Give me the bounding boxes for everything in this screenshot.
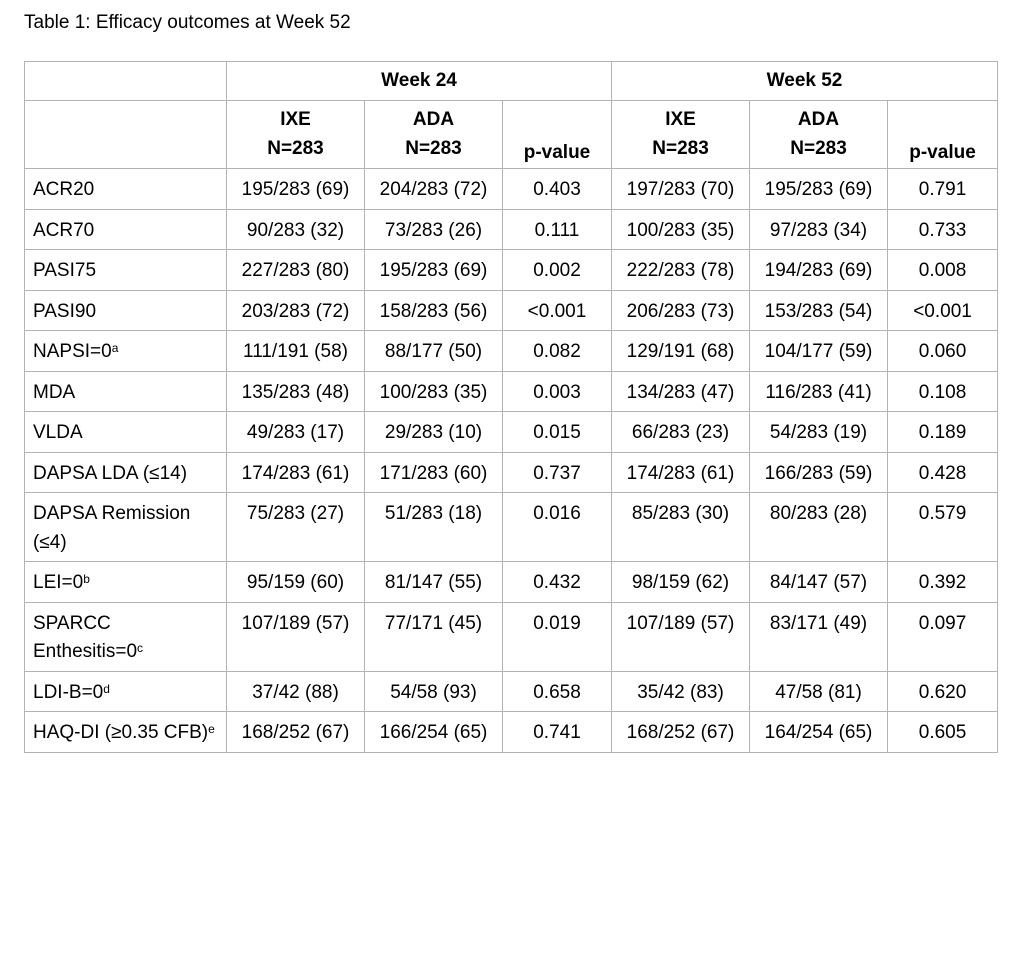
cell-week24-ada: 81/147 (55) [365,562,503,603]
table-row [25,290,998,331]
cell-week52-pvalue: 0.791 [888,169,998,210]
cell-week52-ada: 84/147 (57) [750,562,888,603]
cell-week52-ixe: 98/159 (62) [612,562,750,603]
row-label-text: SPARCC Enthesitis=0 [33,612,138,662]
cell-week52-ada: 104/177 (59) [750,331,888,372]
cell-week52-ada: 83/171 (49) [750,602,888,671]
arm-header-week24-ada [365,101,503,169]
row-label [25,562,227,603]
cell-week52-ada: 116/283 (41) [750,371,888,412]
cell-week52-ixe: 134/283 (47) [612,371,750,412]
cell-week24-ada: 51/283 (18) [365,493,503,562]
cell-week24-pvalue: 0.082 [503,331,612,372]
cell-week52-ada: 195/283 (69) [750,169,888,210]
arm-n: N=283 [652,137,709,159]
table-row [25,452,998,493]
cell-week52-pvalue: 0.428 [888,452,998,493]
arm-header-row [25,101,998,169]
cell-week24-ixe: 75/283 (27) [227,493,365,562]
cell-week24-ixe: 107/189 (57) [227,602,365,671]
cell-week52-ada: 47/58 (81) [750,671,888,712]
row-label [25,712,227,753]
cell-week24-ixe: 95/159 (60) [227,562,365,603]
row-label-text: PASI90 [33,300,97,322]
cell-week52-pvalue: 0.733 [888,209,998,250]
footnote-marker: e [208,722,215,736]
cell-week52-pvalue: 0.189 [888,412,998,453]
cell-week24-ixe: 37/42 (88) [227,671,365,712]
cell-week24-pvalue: 0.015 [503,412,612,453]
arm-n: N=283 [790,137,847,159]
arm-n: N=283 [267,137,324,159]
cell-week52-ada: 194/283 (69) [750,250,888,291]
arm-name: ADA [412,109,455,130]
cell-week52-pvalue: <0.001 [888,290,998,331]
cell-week52-ada: 54/283 (19) [750,412,888,453]
cell-week24-ixe: 135/283 (48) [227,371,365,412]
cell-week24-pvalue: 0.016 [503,493,612,562]
table-row [25,602,998,671]
cell-week52-ixe: 174/283 (61) [612,452,750,493]
cell-week52-ixe: 197/283 (70) [612,169,750,210]
cell-week24-ada: 88/177 (50) [365,331,503,372]
row-label [25,250,227,291]
group-header-week24: Week 24 [227,62,612,101]
row-label-text: ACR70 [33,219,95,241]
cell-week52-ixe: 206/283 (73) [612,290,750,331]
cell-week52-pvalue: 0.579 [888,493,998,562]
cell-week52-ixe: 85/283 (30) [612,493,750,562]
row-label-text: DAPSA Remission (≤4) [33,503,191,553]
cell-week24-ada: 73/283 (26) [365,209,503,250]
cell-week24-ixe: 227/283 (80) [227,250,365,291]
row-label [25,412,227,453]
row-label-text: ACR20 [33,179,95,200]
row-label [25,493,227,562]
cell-week24-ixe: 90/283 (32) [227,209,365,250]
cell-week24-ada: 29/283 (10) [365,412,503,453]
cell-week24-pvalue: 0.403 [503,169,612,210]
arm-header-week24-ixe [227,101,365,169]
arm-name: IXE [665,109,696,130]
row-label-text: LDI-B=0 [33,681,104,703]
row-label [25,209,227,250]
cell-week24-ixe: 49/283 (17) [227,412,365,453]
row-label [25,602,227,671]
arm-name: ADA [797,109,840,130]
table-caption: Table 1: Efficacy outcomes at Week 52 [24,12,351,33]
corner-cell [25,62,227,101]
arm-header-week52-pvalue: p-value [888,101,998,169]
footnote-marker: b [83,572,90,586]
row-label [25,371,227,412]
cell-week24-ada: 166/254 (65) [365,712,503,753]
cell-week52-ixe: 66/283 (23) [612,412,750,453]
arm-header-week52-ada [750,101,888,169]
table-row [25,169,998,210]
table-row [25,209,998,250]
cell-week52-ada: 166/283 (59) [750,452,888,493]
cell-week52-ada: 153/283 (54) [750,290,888,331]
cell-week24-pvalue: 0.003 [503,371,612,412]
row-label [25,671,227,712]
row-label-text: NAPSI=0 [33,341,112,362]
corner-cell [25,101,227,169]
cell-week24-pvalue: 0.111 [503,209,612,250]
cell-week24-ada: 54/58 (93) [365,671,503,712]
cell-week24-ada: 158/283 (56) [365,290,503,331]
table-row [25,250,998,291]
cell-week24-pvalue: 0.658 [503,671,612,712]
cell-week24-pvalue: 0.737 [503,452,612,493]
row-label-text: HAQ-DI (≥0.35 CFB) [33,722,209,743]
cell-week52-ixe: 129/191 (68) [612,331,750,372]
cell-week52-pvalue: 0.605 [888,712,998,753]
cell-week24-ixe: 203/283 (72) [227,290,365,331]
cell-week52-ada: 97/283 (34) [750,209,888,250]
cell-week52-pvalue: 0.060 [888,331,998,372]
cell-week52-ixe: 35/42 (83) [612,671,750,712]
group-header-row [25,62,998,101]
cell-week52-pvalue: 0.620 [888,671,998,712]
cell-week24-ixe: 195/283 (69) [227,169,365,210]
cell-week24-ixe: 111/191 (58) [227,331,365,372]
row-label-text: LEI=0 [33,572,84,593]
arm-header-week52-ixe [612,101,750,169]
footnote-marker: a [111,341,119,355]
cell-week52-ixe: 222/283 (78) [612,250,750,291]
table-row [25,671,998,712]
arm-header-week24-pvalue: p-value [503,101,612,169]
arm-name: IXE [280,109,311,130]
cell-week24-ada: 77/171 (45) [365,602,503,671]
cell-week52-ixe: 107/189 (57) [612,602,750,671]
footnote-marker: d [103,681,110,696]
cell-week24-ada: 204/283 (72) [365,169,503,210]
cell-week24-pvalue: 0.019 [503,602,612,671]
cell-week52-pvalue: 0.108 [888,371,998,412]
table-row [25,712,998,753]
row-label [25,169,227,210]
cell-week24-ixe: 168/252 (67) [227,712,365,753]
table-row [25,412,998,453]
cell-week52-ada: 80/283 (28) [750,493,888,562]
row-label [25,290,227,331]
arm-n: N=283 [405,137,462,159]
cell-week24-pvalue: <0.001 [503,290,612,331]
row-label-text: PASI75 [33,260,97,281]
cell-week24-pvalue: 0.002 [503,250,612,291]
efficacy-table [24,61,998,753]
cell-week52-ixe: 100/283 (35) [612,209,750,250]
cell-week24-ada: 195/283 (69) [365,250,503,291]
cell-week52-pvalue: 0.097 [888,602,998,671]
table-row [25,371,998,412]
cell-week24-pvalue: 0.432 [503,562,612,603]
table-row [25,562,998,603]
table-row [25,493,998,562]
group-header-week52: Week 52 [612,62,998,101]
row-label-text: VLDA [33,422,83,443]
cell-week52-ixe: 168/252 (67) [612,712,750,753]
cell-week52-ada: 164/254 (65) [750,712,888,753]
cell-week24-ada: 100/283 (35) [365,371,503,412]
table-row [25,331,998,372]
cell-week24-ixe: 174/283 (61) [227,452,365,493]
row-label [25,452,227,493]
cell-week24-pvalue: 0.741 [503,712,612,753]
row-label [25,331,227,372]
footnote-marker: c [137,641,144,655]
row-label-text: DAPSA LDA (≤14) [33,462,188,484]
cell-week24-ada: 171/283 (60) [365,452,503,493]
cell-week52-pvalue: 0.392 [888,562,998,603]
cell-week52-pvalue: 0.008 [888,250,998,291]
row-label-text: MDA [33,381,76,403]
